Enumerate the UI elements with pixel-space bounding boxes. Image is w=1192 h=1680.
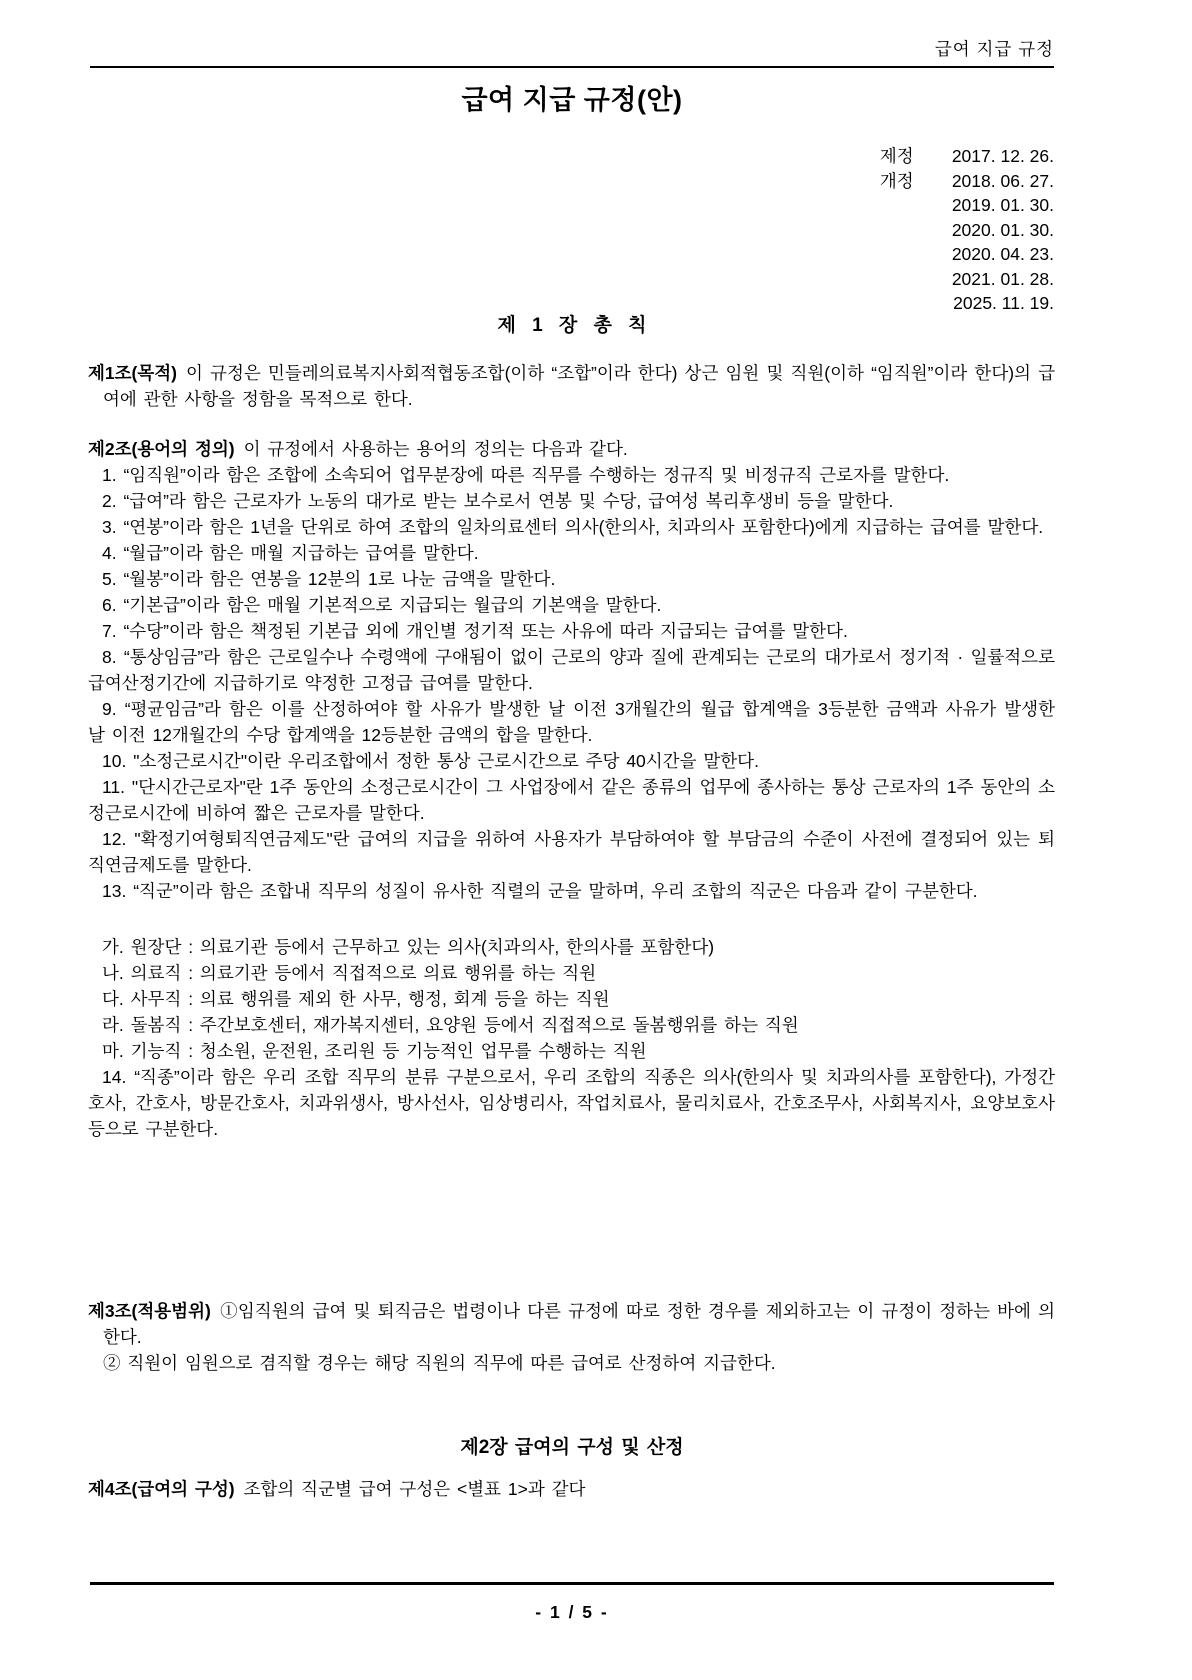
chapter-2-heading: 제2장 급여의 구성 및 산정: [460, 1437, 684, 1458]
definition-item: 8. “통상임금”라 함은 근로일수나 수령액에 구애됨이 없이 근로의 양과 질에 관계되는 근로의 대가로서 정기적 · 일률적으로 급여산정기간에 지급하기로 약정한 고정급 급여를 말한다.: [88, 647, 1055, 693]
article-4-label: 제4조(급여의 구성): [88, 1479, 235, 1499]
definition-item-14: 14. “직종”이라 함은 우리 조합 직무의 분류 구분으로서, 우리 조합의 직종은 의사(한의사 및 치과의사를 포함한다), 가정간호사, 간호사, 방문간호사, 치과위생사, 방사선사, 임상병리사, 작업치료사, 물리치료사, 간호조무사, 사회복지사, 요양보호사 등으로 구분한다.: [88, 1067, 1055, 1139]
definition-item: 4. “월급”이라 함은 매월 지급하는 급여를 말한다.: [102, 543, 479, 563]
revision-date: 2019. 01. 30.: [951, 195, 1054, 215]
definition-item: 1. “임직원”이라 함은 조합에 소속되어 업무분장에 따른 직무를 수행하는 정규직 및 비정규직 근로자를 말한다.: [102, 465, 950, 485]
revision-label: [880, 242, 932, 267]
chapter-1-heading: 제 1 장 총 칙: [497, 315, 647, 336]
revision-date: 2020. 04. 23.: [951, 244, 1054, 264]
article-3-clause-2: ② 직원이 임원으로 겸직할 경우는 해당 직원의 직무에 따른 급여로 산정하여 지급한다.: [103, 1353, 776, 1373]
revision-date: 2017. 12. 26.: [951, 146, 1054, 166]
article-4-paragraph: [88, 1476, 1055, 1502]
revision-label: 개정: [879, 170, 914, 191]
definition-item: 9. “평균임금”라 함은 이를 산정하여야 할 사유가 발생한 날 이전 3개월간의 월급 합계액을 3등분한 금액과 사유가 발생한 날 이전 12개월간의 수당 합계액을 12등분한 금액의 합을 말한다.: [88, 699, 1055, 745]
article-1-label: 제1조(목적): [88, 363, 178, 383]
job-group-item: 라. 돌봄직 : 주간보호센터, 재가복지센터, 요양원 등에서 직접적으로 돌봄행위를 하는 직원: [102, 1015, 799, 1035]
revision-date: 2018. 06. 27.: [951, 170, 1054, 191]
article-3: [88, 1298, 1055, 1376]
article-1: [88, 360, 1055, 412]
job-group-item: 나. 의료직 : 의료기관 등에서 직접적으로 의료 행위를 하는 직원: [102, 963, 597, 983]
revision-history: [880, 144, 1054, 316]
revision-label: [880, 218, 932, 243]
article-2: [88, 436, 1055, 1142]
revision-row: [880, 242, 1054, 267]
article-3-clause-1: ①임직원의 급여 및 퇴직금은 법령이나 다른 규정에 따로 정한 경우를 제외하고는 이 규정이 정하는 바에 의한다.: [103, 1301, 1055, 1347]
article-1-paragraph: [88, 360, 1055, 412]
job-group-list: [88, 934, 1055, 1064]
definition-item: 13. “직군”이라 함은 조합내 직무의 성질이 유사한 직렬의 군을 말하며, 우리 조합의 직군은 다음과 같이 구분한다.: [102, 881, 978, 901]
revision-row: [880, 169, 1054, 194]
job-group-item: 다. 사무직 : 의료 행위를 제외 한 사무, 행정, 회계 등을 하는 직원: [102, 989, 610, 1009]
revision-date: 2020. 01. 30.: [951, 219, 1054, 240]
article-2-label: 제2조(용어의 정의): [88, 439, 235, 459]
article-1-body: 이 규정은 민들레의료복지사회적협동조합(이하 “조합”이라 한다) 상근 임원 및 직원(이하 “임직원”이라 한다)의 급여에 관한 사항을 정함을 목적으로 한다.: [103, 363, 1055, 409]
article-3-paragraph: [88, 1298, 1055, 1350]
revision-date: 2021. 01. 28.: [951, 268, 1054, 289]
revision-date: 2025. 11. 19.: [953, 293, 1054, 313]
document-title: 급여 지급 규정(안): [461, 85, 683, 115]
definition-item: 6. “기본급”이라 함은 매월 기본적으로 지급되는 월급의 기본액을 말한다.: [102, 595, 662, 615]
header-rule: [90, 66, 1054, 68]
revision-row: [880, 144, 1054, 169]
revision-row: [880, 218, 1054, 243]
job-group-item: 가. 원장단 : 의료기관 등에서 근무하고 있는 의사(치과의사, 한의사를 포함한다): [102, 937, 715, 957]
job-group-item: 마. 기능직 : 청소원, 운전원, 조리원 등 기능적인 업무를 수행하는 직원: [102, 1041, 647, 1061]
definition-item: 12. "확정기여형퇴직연금제도"란 급여의 지급을 위하여 사용자가 부담하여야 할 부담금의 수준이 사전에 결정되어 있는 퇴직연금제도를 말한다.: [88, 829, 1055, 875]
revision-row: [880, 193, 1054, 218]
article-2-body: 이 규정에서 사용하는 용어의 정의는 다음과 같다.: [243, 439, 628, 459]
revision-label: 제정: [879, 146, 914, 166]
definition-item: 5. “월봉”이라 함은 연봉을 12분의 1로 나눈 금액을 말한다.: [102, 569, 556, 589]
footer-rule: [90, 1582, 1054, 1585]
page-number: - 1 / 5 -: [535, 1602, 609, 1622]
revision-row: [880, 267, 1054, 292]
definition-item: 2. “급여”라 함은 근로자가 노동의 대가로 받는 보수로서 연봉 및 수당, 급여성 복리후생비 등을 말한다.: [102, 491, 894, 511]
article-4-body: 조합의 직군별 급여 구성은 <별표 1>과 같다: [243, 1479, 586, 1499]
definition-item: 7. “수당”이라 함은 책정된 기본급 외에 개인별 정기적 또는 사유에 따라 지급되는 급여를 말한다.: [102, 621, 848, 641]
definition-item: 10. "소정근로시간"이란 우리조합에서 정한 통상 근로시간으로 주당 40시간을 말한다.: [102, 751, 759, 771]
article-3-label: 제3조(적용범위): [88, 1301, 211, 1321]
article-4: [88, 1476, 1055, 1502]
article-2-paragraph: [88, 436, 1055, 462]
revision-label: [880, 267, 932, 292]
revision-label: [880, 193, 932, 218]
definition-item: 3. “연봉”이라 함은 1년을 단위로 하여 조합의 일차의료센터 의사(한의사, 치과의사 포함한다)에게 지급하는 급여를 말한다.: [102, 517, 1044, 537]
definition-item: 11. "단시간근로자"란 1주 동안의 소정근로시간이 그 사업장에서 같은 종류의 업무에 종사하는 통상 근로자의 1주 동안의 소정근로시간에 비하여 짧은 근로자를 말한다.: [88, 777, 1055, 823]
header-running-title: 급여 지급 규정: [934, 39, 1054, 59]
